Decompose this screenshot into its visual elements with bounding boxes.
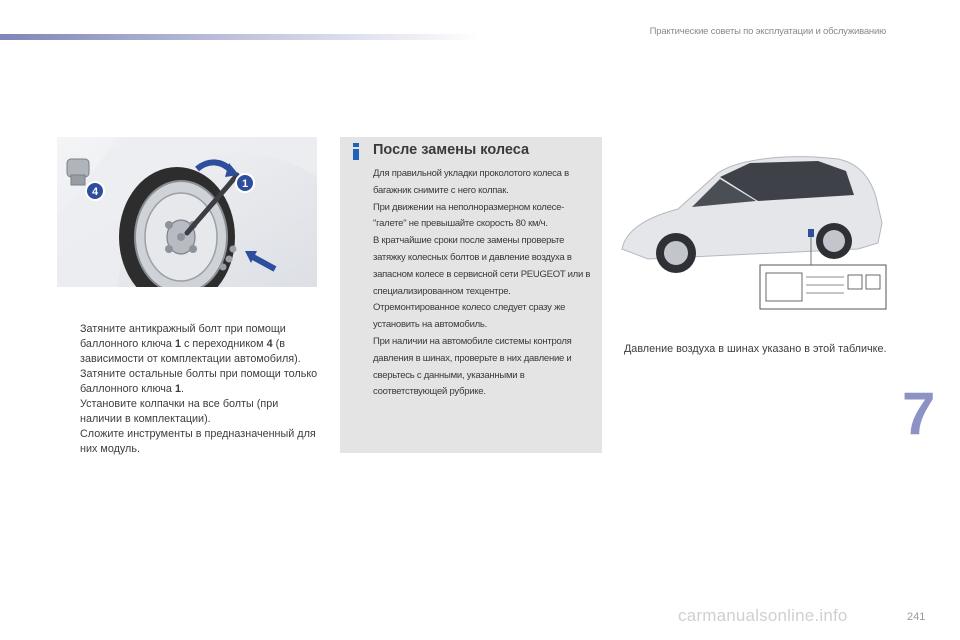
info-paragraph: В кратчайшие сроки после замены проверьте затяжку колесных болтов и давление воздуха в запасном колесе в сервисной сети PEUGEOT или в специализированном техцентре. — [373, 235, 591, 297]
page-header: Практические советы по эксплуатации и обслуживанию — [649, 26, 886, 37]
car-pressure-label-illustration — [608, 137, 890, 312]
info-paragraph: При движении на неполноразмерном колесе-"галете" не превышайте скорость 80 км/ч. — [373, 201, 565, 230]
wheel-illustration-svg — [57, 137, 317, 287]
car-illustration-svg — [608, 137, 890, 312]
callout-4 — [86, 182, 104, 200]
header-gradient-bar — [0, 34, 480, 40]
info-title: После замены колеса — [373, 142, 530, 158]
wheel-bolt-illustration — [57, 137, 317, 287]
step-item: Затяните остальные болты при помощи только баллонного ключа 1. — [80, 368, 318, 395]
chapter-number: 7 — [902, 380, 936, 447]
car-shape — [622, 157, 882, 273]
info-paragraph: При наличии на автомобиле системы контроля давления в шинах, проверьте в них давление и сверьтесь с данными, указанными в соответствующей рубрике. — [373, 335, 572, 398]
info-paragraph: Для правильной укладки проколотого колеса в багажник снимите с него колпак. — [373, 168, 569, 196]
info-body — [373, 166, 597, 401]
step-item: Затяните антикражный болт при помощи баллонного ключа 1 с переходником 4 (в зависимости от комплектации автомобиля). — [80, 323, 301, 365]
tyre-pressure-label — [760, 265, 886, 309]
car-caption: Давление воздуха в шинах указано в этой табличке. — [624, 343, 887, 355]
step-item: Установите колпачки на все болты (при наличии в комплектации). — [80, 398, 279, 425]
info-icon — [352, 143, 360, 160]
callout-4-label: 4 — [91, 186, 99, 198]
info-paragraph: Отремонтированное колесо следует сразу же установить на автомобиль. — [373, 302, 566, 331]
watermark: carmanualsonline.info — [678, 606, 848, 625]
steps-list — [58, 322, 320, 457]
page-number: 241 — [907, 611, 926, 623]
callout-1 — [236, 174, 254, 192]
callout-1-label: 1 — [241, 178, 249, 190]
step-item: Сложите инструменты в предназначенный для них модуль. — [80, 428, 316, 455]
